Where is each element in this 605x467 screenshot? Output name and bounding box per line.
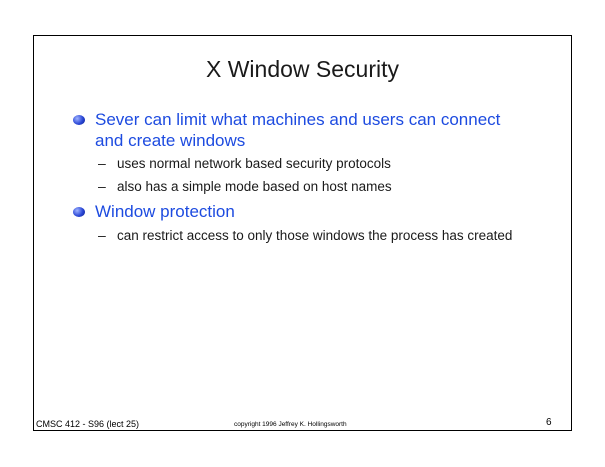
bullet-item — [73, 109, 525, 151]
bullet-dot-icon — [73, 207, 85, 217]
sub-bullet-item — [98, 225, 537, 246]
footer-copyright: copyright 1996 Jeffrey K. Hollingsworth — [234, 421, 347, 428]
page-number: 6 — [546, 417, 552, 428]
sub-bullet-item — [98, 176, 537, 197]
sub-bullet-text: also has a simple mode based on host names — [117, 179, 392, 194]
dash-icon: – — [98, 155, 106, 171]
slide-title: X Window Security — [205, 56, 399, 82]
footer-course-label: CMSC 412 - S96 (lect 25) — [36, 419, 140, 429]
sub-bullet-text: can restrict access to only those windows the process has created — [117, 228, 513, 243]
bullet-text: Sever can limit what machines and users can connect and create windows — [95, 110, 501, 150]
sub-bullet-item — [98, 153, 537, 174]
bullet-item — [73, 201, 525, 222]
bullet-text: Window protection — [95, 202, 235, 221]
bullet-dot-icon — [73, 115, 85, 125]
dash-icon: – — [98, 227, 106, 243]
dash-icon: – — [98, 178, 106, 194]
sub-bullet-text: uses normal network based security protocols — [117, 156, 391, 171]
